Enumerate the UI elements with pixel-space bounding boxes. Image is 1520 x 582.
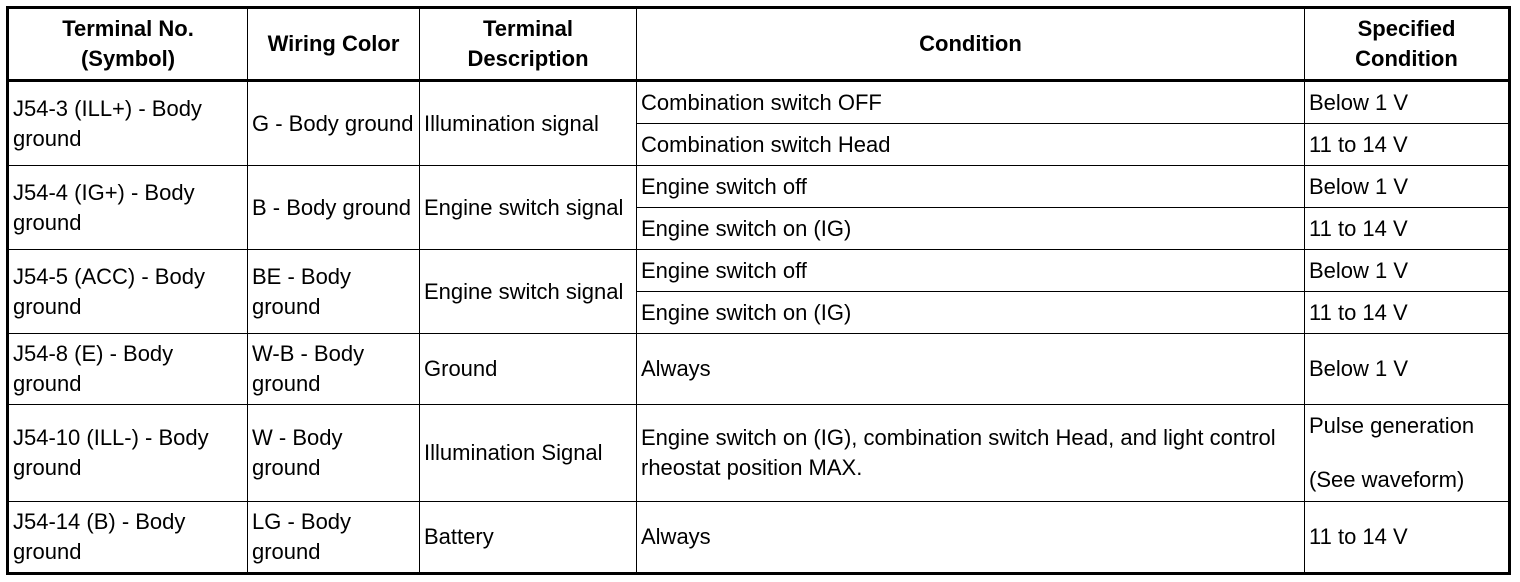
table-row <box>8 405 1510 502</box>
header-text: (Symbol) <box>80 46 176 71</box>
wiring-color-cell: LG - Body ground <box>248 502 420 574</box>
table-row <box>8 502 1510 574</box>
condition-cell: Engine switch off <box>637 166 1305 208</box>
spec-line: Pulse generation <box>1309 413 1475 438</box>
terminal-cell: J54-14 (B) - Body ground <box>8 502 248 574</box>
spec-cell: 11 to 14 V <box>1305 502 1510 574</box>
wiring-color-cell: W-B - Body ground <box>248 334 420 405</box>
header-text: Terminal <box>482 16 574 41</box>
table-row <box>8 166 1510 208</box>
condition-cell: Engine switch on (IG) <box>637 292 1305 334</box>
spec-cell: 11 to 14 V <box>1305 208 1510 250</box>
header-terminal-description <box>420 8 637 81</box>
description-cell: Illumination Signal <box>420 405 637 502</box>
table-row <box>8 250 1510 292</box>
table-row <box>8 334 1510 405</box>
header-wiring-color <box>248 8 420 81</box>
description-cell: Engine switch signal <box>420 166 637 250</box>
spec-spacer <box>1309 441 1504 465</box>
header-specified-condition <box>1305 8 1510 81</box>
table-row <box>8 81 1510 124</box>
description-cell: Engine switch signal <box>420 250 637 334</box>
condition-cell: Engine switch off <box>637 250 1305 292</box>
wiring-color-cell: G - Body ground <box>248 81 420 166</box>
wiring-color-cell: BE - Body ground <box>248 250 420 334</box>
header-text: Wiring Color <box>267 31 400 56</box>
description-cell: Illumination signal <box>420 81 637 166</box>
spec-cell: 11 to 14 V <box>1305 124 1510 166</box>
condition-cell: Combination switch Head <box>637 124 1305 166</box>
condition-cell: Engine switch on (IG) <box>637 208 1305 250</box>
terminal-cell: J54-4 (IG+) - Body ground <box>8 166 248 250</box>
header-text: Condition <box>1355 46 1458 71</box>
description-cell: Ground <box>420 334 637 405</box>
terminal-cell: J54-5 (ACC) - Body ground <box>8 250 248 334</box>
spec-cell: Below 1 V <box>1305 81 1510 124</box>
terminal-cell: J54-8 (E) - Body ground <box>8 334 248 405</box>
description-cell: Battery <box>420 502 637 574</box>
table-container <box>6 6 1511 575</box>
terminal-cell: J54-3 (ILL+) - Body ground <box>8 81 248 166</box>
spec-cell: Below 1 V <box>1305 166 1510 208</box>
header-text: Terminal No. <box>62 16 194 41</box>
terminal-cell: J54-10 (ILL-) - Body ground <box>8 405 248 502</box>
header-row <box>8 8 1510 81</box>
header-text: Condition <box>919 31 1022 56</box>
wiring-color-cell: B - Body ground <box>248 166 420 250</box>
condition-cell: Engine switch on (IG), combination switch Head, and light control rheostat position MAX. <box>637 405 1305 502</box>
condition-cell: Combination switch OFF <box>637 81 1305 124</box>
spec-cell: Below 1 V <box>1305 250 1510 292</box>
header-condition <box>637 8 1305 81</box>
condition-cell: Always <box>637 334 1305 405</box>
spec-cell: 11 to 14 V <box>1305 292 1510 334</box>
header-text: Specified <box>1357 16 1456 41</box>
terminal-inspection-table <box>6 6 1511 575</box>
spec-cell: Below 1 V <box>1305 334 1510 405</box>
spec-line: (See waveform) <box>1309 467 1465 492</box>
header-text: Description <box>467 46 589 71</box>
condition-cell: Always <box>637 502 1305 574</box>
wiring-color-cell: W - Body ground <box>248 405 420 502</box>
spec-cell <box>1305 405 1510 502</box>
header-terminal-no <box>8 8 248 81</box>
